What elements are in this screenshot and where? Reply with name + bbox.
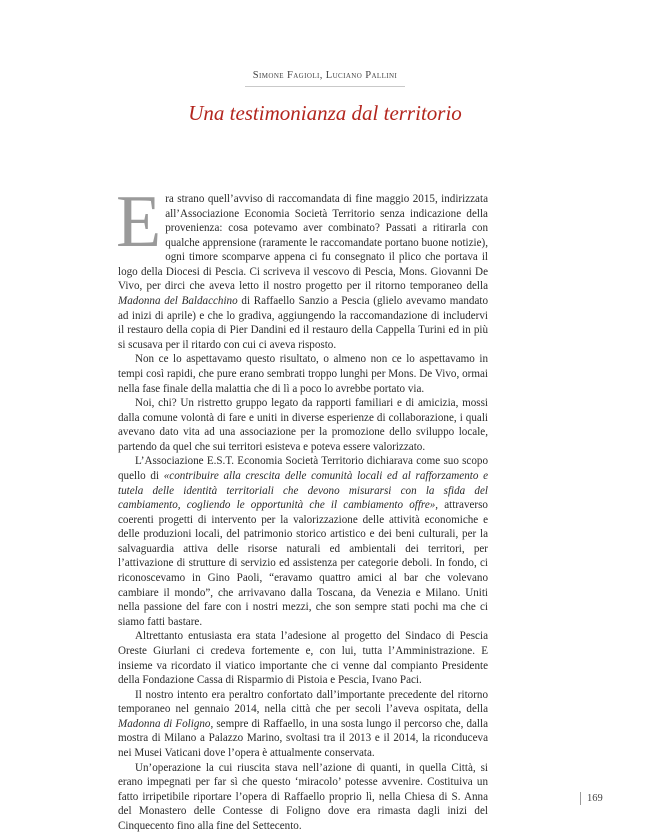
paragraph-text: ra strano quell’avviso di raccomandata di fine maggio 2015, indirizzata all’Associazione Economia Società Territorio senza indicazione della provenienza: cosa potevamo aver combinato? Passati a ritirarla con qualche apprensione (raramente le raccomandate portano buone notizie), ogni timore scomparve appena ci fu consegnato il plico che portava il logo della Diocesi di Pescia. Ci scriveva il vescovo di Pescia, Mons. Giovanni De Vivo, per dirci che aveva letto il nostro progetto per il ritorno temporaneo della (118, 193, 488, 293)
paragraph (116, 181, 489, 352)
drop-cap: E (116, 181, 162, 263)
quotation: «contribuire alla crescita delle comunità locali ed al rafforzamento e tutela delle identità territoriali che devono misurarsi con la sfida del cambiamento, cogliendo le opportunità che il cambiamento offre» (118, 469, 489, 512)
paragraph-text: Il nostro intento era peraltro confortato dall’importante precedente del ritorno temporaneo nel gennaio 2014, nella città che per secoli l’aveva ospitata, della (118, 688, 488, 716)
artwork-title: Madonna di Foligno (118, 717, 211, 730)
paragraph-text: , sempre di Raffaello, in una sosta lungo il percorso che, dalla mostra di Milano a Palazzo Marino, svoltasi tra il 2013 e il 2014, la riconduceva nei Musei Vaticani dove l’opera è attualmente conservata. (118, 717, 489, 759)
paragraph (118, 688, 488, 761)
paragraph: Altrettanto entusiasta era stata l’adesione al progetto del Sindaco di Pescia Oreste Giurlani ci credeva fortemente e, con lui, tutta l’Amministrazione. E insieme va ricordato il viatico importante che ci venne dal compianto Presidente della Fondazione Cassa di Risparmio di Pistoia e Pescia, Ivano Paci. (118, 630, 488, 687)
paragraph-text: L’Associazione E.S.T. Economia Società Territorio dichiarava come suo scopo quello di (118, 455, 488, 482)
page-number: 169 (580, 792, 603, 805)
paragraph: Un’operazione la cui riuscita stava nell’azione di quanti, in quella Città, si erano impegnati per far sì che questo ‘miracolo’ potesse avvenire. Costituiva un fatto irripetibile riportare l’opera di Raffaello proprio lì, nella Chiesa di S. Anna del Monastero delle Contesse di Foligno dove era rimasta dagli inizi del Cinquecento fino alla fine del Settecento. (118, 761, 488, 832)
paragraph (118, 454, 488, 629)
paragraph: Non ce lo aspettavamo questo risultato, o almeno non ce lo aspettavamo in tempi così rapidi, che pure erano sembrati troppo lunghi per Mons. De Vivo, ormai nella fase finale della malattia che di lì a poco lo avrebbe portato via. (118, 353, 488, 395)
authors-line: Simone Fagioli, Luciano Pallini (252, 70, 398, 81)
article-title: Una testimonianza dal territorio (188, 101, 462, 125)
article-body (116, 181, 489, 833)
paragraph-text: , attraverso coerenti progetti di intervento per la valorizzazione delle attività economiche e delle produzioni locali, del patrimonio storico artistico e dei beni culturali, per la salvaguardia attiva delle risorse naturali ed ambientali dei territori, per l’attivazione di strutture di servizio ed assistenza per categorie deboli. In fondo, ci riconoscevamo in Gino Paoli, “eravamo quattro amici al bar che volevano cambiare il mondo”, che arrivavano dalla Toscana, da Venezia e Milano. Uniti nella passione del fare con i nostri mezzi, che son sempre stati pochi ma che ci siamo fatti bastare. (118, 499, 488, 628)
paragraph-text: di Raffaello Sanzio a Pescia (glielo avevamo mandato ad inizi di aprile) e che lo gradiva, aggiungendo la raccomandazione di includervi il restauro della copia di Pier Dandini ed il restauro della Cappella Turini ed in più si scusava per il ritardo con cui ci aveva risposto. (118, 295, 489, 351)
artwork-title: Madonna del Baldacchino (118, 295, 238, 308)
header-rule (245, 86, 405, 87)
paragraph: Noi, chi? Un ristretto gruppo legato da rapporti familiari e di amicizia, mossi dalla comune volontà di fare e uniti in diverse esperienze di collaborazione, i quali avevano dato vita ad una associazione per la promozione dello sviluppo locale, partendo da quel che sui territori esisteva e poteva essere valorizzato. (118, 397, 488, 453)
